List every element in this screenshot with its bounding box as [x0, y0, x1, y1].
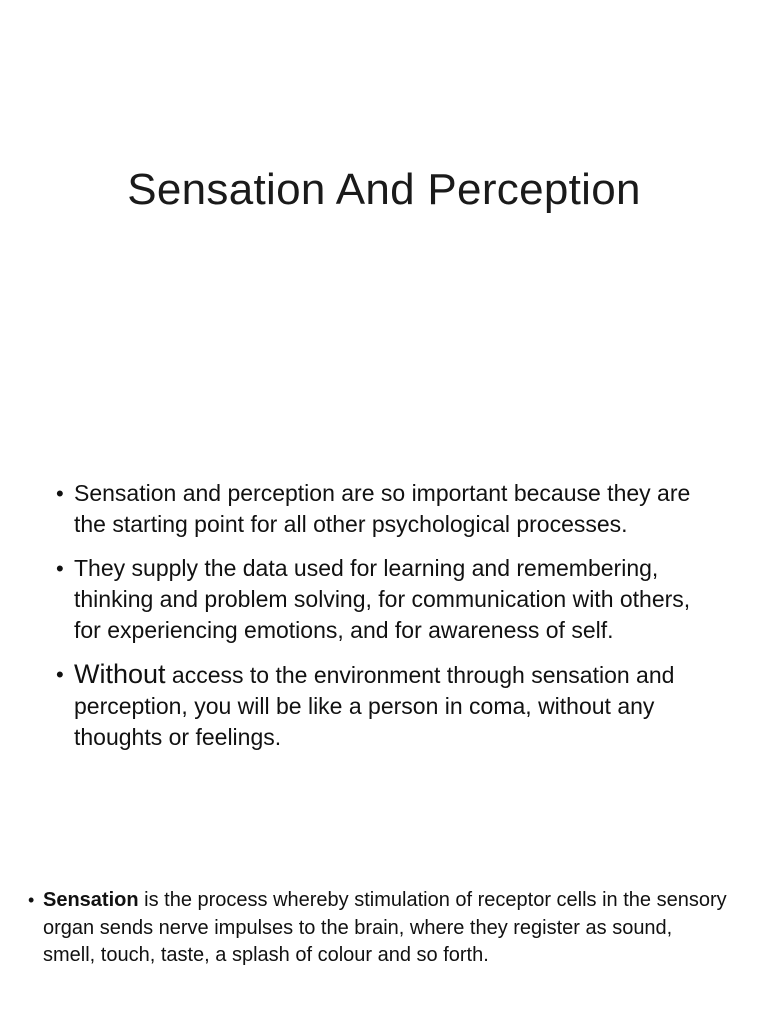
- bullet-icon: •: [56, 481, 64, 506]
- definition-text: is the process whereby stimulation of receptor cells in the sensory organ sends nerve impulses to the brain, where they register as sound, smell, touch, taste, a splash of colour and so forth.: [43, 889, 727, 966]
- list-item: [28, 887, 728, 970]
- bullet-text: Sensation and perception are so important because they are the starting point for all other psychological processes.: [74, 480, 691, 537]
- list-item: [56, 659, 716, 753]
- page-title: Sensation And Perception: [127, 165, 641, 214]
- bullet-lead-word: Without: [74, 659, 166, 689]
- list-item: [56, 478, 716, 540]
- bullet-text: They supply the data used for learning and remembering, thinking and problem solving, for communication with others, for experiencing emotions, and for awareness of self.: [74, 555, 691, 643]
- term-sensation: Sensation: [43, 889, 139, 911]
- bullet-text: access to the environment through sensation and perception, you will be like a person in coma, without any thoughts or feelings.: [74, 662, 675, 750]
- definition-list: [28, 887, 728, 970]
- bullet-icon: •: [28, 890, 35, 910]
- bullet-list: [56, 478, 716, 766]
- bullet-icon: •: [56, 556, 64, 581]
- bullet-icon: •: [56, 662, 64, 687]
- list-item: [56, 553, 716, 646]
